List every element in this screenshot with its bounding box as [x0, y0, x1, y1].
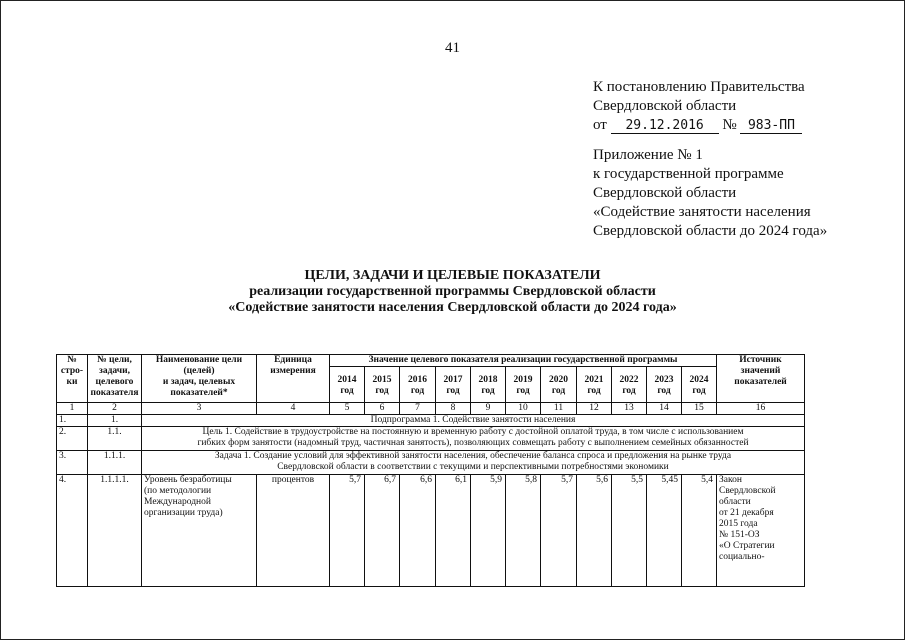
- header-goal-number: № цели, задачи, целевого показателя: [88, 355, 142, 403]
- row-number: 4.: [57, 475, 88, 587]
- column-number: 7: [400, 403, 436, 415]
- header-name: Наименование цели (целей) и задач, целевых показателей*: [142, 355, 257, 403]
- header-year: 2022 год: [612, 367, 647, 403]
- column-number: 14: [647, 403, 682, 415]
- indicator-value: 5,45: [647, 475, 682, 587]
- column-number: 12: [577, 403, 612, 415]
- decree-line-1: К постановлению Правительства: [593, 79, 805, 95]
- title-line-1: ЦЕЛИ, ЗАДАЧИ И ЦЕЛЕВЫЕ ПОКАЗАТЕЛИ: [304, 268, 601, 283]
- column-number: 8: [436, 403, 471, 415]
- row-number: 1.: [57, 415, 88, 427]
- document-title: [0, 268, 905, 316]
- indicator-value: 5,7: [330, 475, 365, 587]
- header-year: 2021 год: [577, 367, 612, 403]
- header-row-number: № стро- ки: [57, 355, 88, 403]
- indicator-source: Закон Свердловской области от 21 декабря 2015 года № 151-ОЗ «О Стратегии социально-: [717, 475, 805, 587]
- indicator-value: 6,6: [400, 475, 436, 587]
- header-year: 2017 год: [436, 367, 471, 403]
- goal-number: 1.1.1.1.: [88, 475, 142, 587]
- indicator-value: 5,7: [541, 475, 577, 587]
- goal-number: 1.1.1.: [88, 451, 142, 475]
- indicator-value: 6,1: [436, 475, 471, 587]
- task-title: Задача 1. Создание условий для эффективной занятости населения, обеспечение баланса спроса и предложения на рынке труда Свердловской области в соответствии с текущими и перспективными потребностями экономики: [142, 451, 805, 475]
- goal-title: Цель 1. Содействие в трудоустройстве на постоянную и временную работу с достойной оплатой труда, в том числе с использованием гибких форм занятости (надомный труд, частичная занятость), позволяющих совмещать работу с выполнением семейных обязанностей: [142, 427, 805, 451]
- indicator-value: 6,7: [365, 475, 400, 587]
- appendix-line-2: к государственной программе: [593, 166, 784, 182]
- column-number: 5: [330, 403, 365, 415]
- column-number: 4: [257, 403, 330, 415]
- column-number: 16: [717, 403, 805, 415]
- row-number: 3.: [57, 451, 88, 475]
- indicator-name: Уровень безработицы (по методологии Международной организации труда): [142, 475, 257, 587]
- header-year: 2015 год: [365, 367, 400, 403]
- decree-number: 983-ПП: [740, 118, 802, 134]
- decree-date-line: [593, 116, 805, 135]
- column-number: 1: [57, 403, 88, 415]
- decree-reference: [593, 78, 805, 135]
- indicator-value: 5,6: [577, 475, 612, 587]
- header-year: 2014 год: [330, 367, 365, 403]
- decree-number-label: №: [722, 117, 737, 133]
- appendix-line-3: Свердловской области: [593, 185, 737, 201]
- targets-table: [56, 354, 805, 587]
- decree-date: 29.12.2016: [611, 118, 719, 134]
- header-year: 2019 год: [506, 367, 541, 403]
- column-number: 2: [88, 403, 142, 415]
- decree-from-label: от: [593, 117, 607, 133]
- goal-number: 1.: [88, 415, 142, 427]
- decree-line-2: Свердловской области: [593, 98, 737, 114]
- column-number: 13: [612, 403, 647, 415]
- column-number: 11: [541, 403, 577, 415]
- column-number: 6: [365, 403, 400, 415]
- indicator-value: 5,9: [471, 475, 506, 587]
- indicator-unit: процентов: [257, 475, 330, 587]
- title-line-2: реализации государственной программы Свердловской области: [249, 284, 656, 299]
- header-year: 2024 год: [682, 367, 717, 403]
- row-number: 2.: [57, 427, 88, 451]
- header-year: 2023 год: [647, 367, 682, 403]
- header-unit: Единица измерения: [257, 355, 330, 403]
- header-values-group: Значение целевого показателя реализации государственной программы: [330, 355, 717, 367]
- indicator-value: 5,5: [612, 475, 647, 587]
- page-number: 41: [445, 40, 460, 56]
- header-year: 2016 год: [400, 367, 436, 403]
- appendix-line-5: Свердловской области до 2024 года»: [593, 223, 828, 239]
- subprogram-title: Подпрограмма 1. Содействие занятости населения: [142, 415, 805, 427]
- indicator-value: 5,4: [682, 475, 717, 587]
- appendix-line-1: Приложение № 1: [593, 147, 703, 163]
- column-number: 15: [682, 403, 717, 415]
- appendix-reference: [593, 146, 827, 241]
- column-number: 10: [506, 403, 541, 415]
- appendix-line-4: «Содействие занятости населения: [593, 204, 811, 220]
- title-line-3: «Содействие занятости населения Свердловской области до 2024 года»: [228, 300, 677, 315]
- header-source: Источник значений показателей: [717, 355, 805, 403]
- column-number: 9: [471, 403, 506, 415]
- header-year: 2020 год: [541, 367, 577, 403]
- column-number: 3: [142, 403, 257, 415]
- header-year: 2018 год: [471, 367, 506, 403]
- indicator-value: 5,8: [506, 475, 541, 587]
- goal-number: 1.1.: [88, 427, 142, 451]
